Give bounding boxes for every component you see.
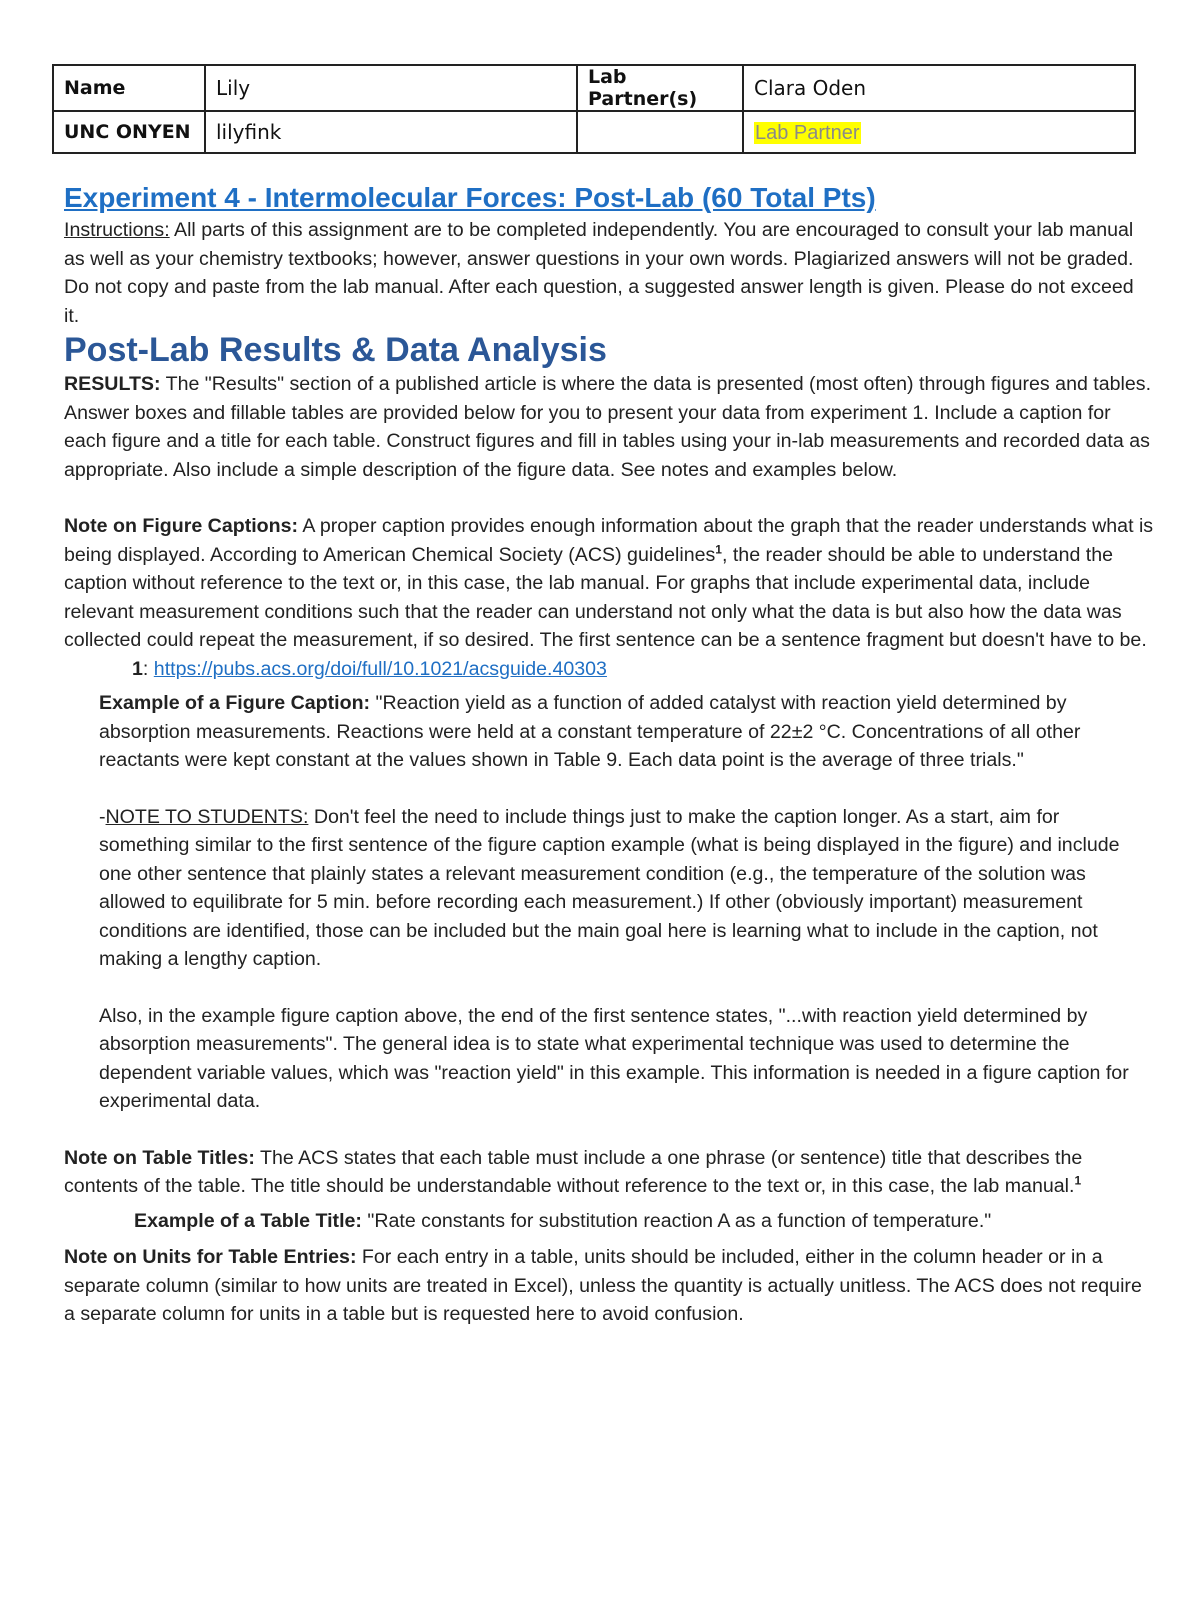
note-to-students-label: NOTE TO STUDENTS:	[105, 805, 309, 828]
table-row	[53, 65, 1135, 111]
results-paragraph	[64, 370, 1154, 484]
example-table-title-text: "Rate constants for substitution reaction A as a function of temperature."	[361, 1209, 992, 1232]
instructions-label: Instructions:	[64, 219, 170, 241]
also-paragraph: Also, in the example figure caption above, the end of the first sentence states, "...with reaction yield determined by absorption measurements". The general idea is to state what experimental technique was used to determine the dependent variable values, which was "reaction yield" in this example. This information is needed in a figure caption for experimental data.	[99, 1004, 1129, 1112]
footnote-number: 1	[132, 657, 143, 680]
results-text: The "Results" section of a published article is where the data is presented (most often) through figures and tables. Answer boxes and fillable tables are provided below for you to present your data from experiment 1. Include a caption for each figure and a title for each table. Construct figures and fill in tables using your in-lab measurements and recorded data as appropriate. Also include a simple description of the figure data. See notes and examples below.	[64, 373, 1152, 481]
instructions-text: All parts of this assignment are to be completed independently. You are encouraged to consult your lab manual as well as your chemistry textbooks; however, answer questions in your own words. Plagiarized answers will not be graded. Do not copy and paste from the lab manual. After each question, a suggested answer length is given. Please do not exceed it.	[64, 219, 1134, 327]
units-note	[64, 1243, 1154, 1329]
example-figure-caption-text: "Reaction yield as a function of added catalyst with reaction yield determined by absorption measurements. Reactions were held at a constant temperature of 22±2 °C. Concentrations of all other reactants were kept constant at the values shown in Table 9. Each data point is the average of three trials."	[99, 692, 1081, 771]
example-figure-caption	[99, 689, 1154, 775]
footnote	[132, 655, 1154, 684]
onyen-label: UNC ONYEN	[53, 111, 205, 153]
footnote-ref: 1	[715, 541, 722, 556]
page-title: Experiment 4 - Intermolecular Forces: Post-Lab (60 Total Pts)	[64, 182, 876, 213]
name-field[interactable]: Lily	[205, 65, 577, 111]
second-partner-field[interactable]	[743, 111, 1135, 153]
note-to-students-text: Don't feel the need to include things just to make the caption longer. As a start, aim for something similar to the first sentence of the figure caption example (what is being displayed in the figure) and include one other sentence that plainly states a relevant measurement condition (e.g., the temperature of the solution was allowed to equilibrate for 5 min. before recording each measurement.) If other (obviously important) measurement conditions are identified, those can be included but the main goal here is learning what to include in the caption, not making a lengthy caption.	[99, 805, 1120, 970]
document-body	[64, 180, 1154, 1329]
name-label: Name	[53, 65, 205, 111]
figure-captions-label: Note on Figure Captions:	[64, 515, 299, 537]
empty-cell	[577, 111, 743, 153]
note-dash: -	[99, 805, 106, 828]
footnote-link[interactable]: https://pubs.acs.org/doi/full/10.1021/acsguide.40303	[153, 657, 607, 680]
results-label: RESULTS:	[64, 373, 161, 395]
onyen-field[interactable]: lilyfink	[205, 111, 577, 153]
figure-captions-text-b: , the reader should be able to understand the caption without reference to the text or, in this case, the lab manual. For graphs that include experimental data, include relevant measurement conditions such that the reader can understand not only what the data is but also how the data was collected could repeat the measurement, if so desired. The first sentence can be a sentence fragment but doesn't have to be.	[64, 543, 1147, 651]
figure-captions-note	[64, 512, 1154, 655]
lab-partner-field[interactable]: Clara Oden	[743, 65, 1135, 111]
table-titles-label: Note on Table Titles:	[64, 1146, 255, 1169]
section-heading: Post-Lab Results & Data Analysis	[64, 331, 607, 369]
table-titles-note	[64, 1144, 1154, 1201]
footnote-separator: :	[142, 657, 154, 680]
student-info-table	[52, 64, 1136, 154]
lab-partner-label: Lab Partner(s)	[577, 65, 743, 111]
example-table-title	[134, 1207, 1154, 1236]
footnote-ref: 1	[1074, 1173, 1082, 1188]
table-row	[53, 111, 1135, 153]
units-note-label: Note on Units for Table Entries:	[64, 1246, 357, 1268]
figure-captions-text-a: A proper caption provides enough information about the graph that the reader understands what is being displayed. According to American Chemical Society (ACS) guidelines	[64, 515, 1154, 566]
units-note-text: For each entry in a table, units should be included, either in the column header or in a separate column (similar to how units are treated in Excel), unless the quantity is actually unitless. The ACS does not require a separate column for units in a table but is requested here to avoid confusion.	[64, 1246, 1142, 1325]
table-titles-text: The ACS states that each table must include a one phrase (or sentence) title that describes the contents of the table. The title should be understandable without reference to the text or, in this case, the lab manual.	[64, 1146, 1083, 1197]
highlighted-placeholder: Lab Partner	[755, 121, 860, 144]
instructions-paragraph	[64, 216, 1154, 330]
note-to-students	[99, 803, 1154, 974]
example-table-title-label: Example of a Table Title:	[134, 1209, 362, 1232]
example-figure-caption-label: Example of a Figure Caption:	[99, 692, 371, 714]
